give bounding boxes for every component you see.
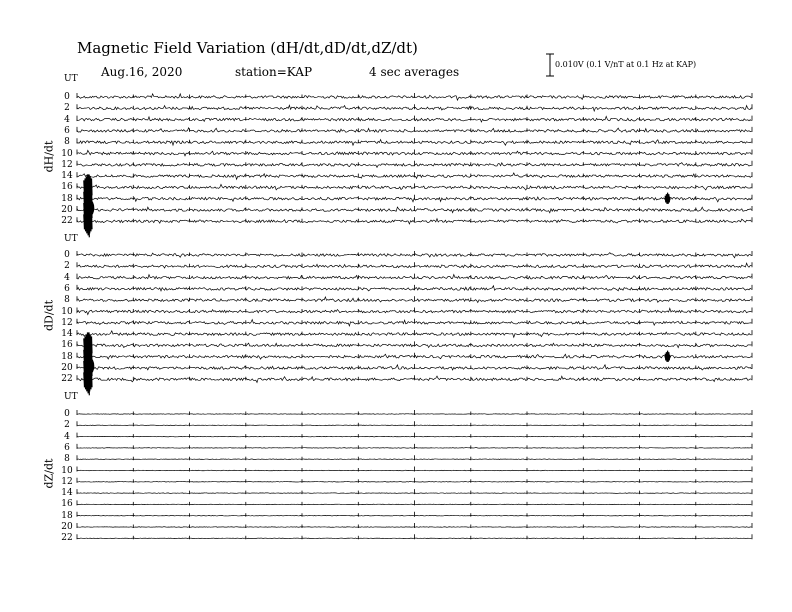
hour-label: 0 (64, 409, 70, 419)
hour-label: 18 (61, 193, 73, 204)
tick-marks (77, 161, 752, 166)
hour-label: 8 (64, 137, 70, 148)
chart-title: Magnetic Field Variation (dH/dt,dD/dt,dZ/dt) (77, 39, 418, 57)
hour-label: 14 (61, 488, 73, 499)
hour-label: 14 (61, 171, 73, 182)
hour-label: 18 (61, 351, 73, 362)
hour-label: 16 (61, 182, 73, 193)
hour-label: 2 (64, 420, 70, 431)
hour-label: 10 (61, 306, 73, 317)
hour-label: 18 (61, 510, 73, 521)
hour-label: 4 (64, 272, 70, 283)
station-label: station=KAP (235, 65, 313, 79)
hour-label: 12 (61, 159, 73, 170)
hour-label: 6 (64, 442, 70, 453)
hour-label: 12 (61, 476, 73, 487)
event-marker (665, 354, 671, 360)
hour-label: 4 (64, 431, 70, 442)
averaging-label: 4 sec averages (369, 65, 460, 79)
hour-label: 6 (64, 125, 70, 136)
event-blob (86, 358, 94, 374)
tick-marks (77, 93, 752, 98)
date-label: Aug.16, 2020 (101, 65, 183, 79)
hour-label: 8 (64, 454, 70, 465)
scale-note: 0.010V (0.1 V/nT at 0.1 Hz at KAP) (555, 60, 697, 69)
tick-marks (77, 296, 752, 301)
hour-label: 2 (64, 103, 70, 114)
hour-label: 20 (61, 205, 73, 215)
hour-label: 12 (61, 317, 73, 328)
hour-label: 0 (64, 92, 70, 102)
ut-label: UT (64, 234, 78, 244)
component-label: dH/dt (42, 140, 56, 173)
hour-label: 14 (61, 329, 73, 340)
hour-label: 6 (64, 283, 70, 294)
ut-label: UT (64, 74, 78, 84)
event-blob (86, 200, 94, 216)
hour-label: 10 (61, 148, 73, 159)
hour-label: 22 (61, 374, 73, 385)
tick-marks (77, 478, 752, 483)
hour-label: 0 (64, 250, 70, 260)
hour-label: 20 (61, 363, 73, 373)
hour-label: 8 (64, 295, 70, 306)
tick-marks (77, 500, 752, 505)
hour-label: 20 (61, 522, 73, 532)
hour-label: 4 (64, 114, 70, 125)
tick-marks (77, 217, 752, 222)
hour-label: 22 (61, 216, 73, 227)
component-label: dZ/dt (42, 458, 56, 489)
event-marker (665, 196, 671, 202)
component-label: dD/dt (42, 299, 56, 332)
scale-bar-icon (546, 54, 554, 76)
tick-marks (77, 127, 752, 132)
ut-label: UT (64, 392, 78, 402)
hour-label: 10 (61, 465, 73, 476)
hour-label: 16 (61, 340, 73, 351)
hour-label: 22 (61, 533, 73, 544)
hour-label: 16 (61, 499, 73, 510)
hour-label: 2 (64, 261, 70, 272)
